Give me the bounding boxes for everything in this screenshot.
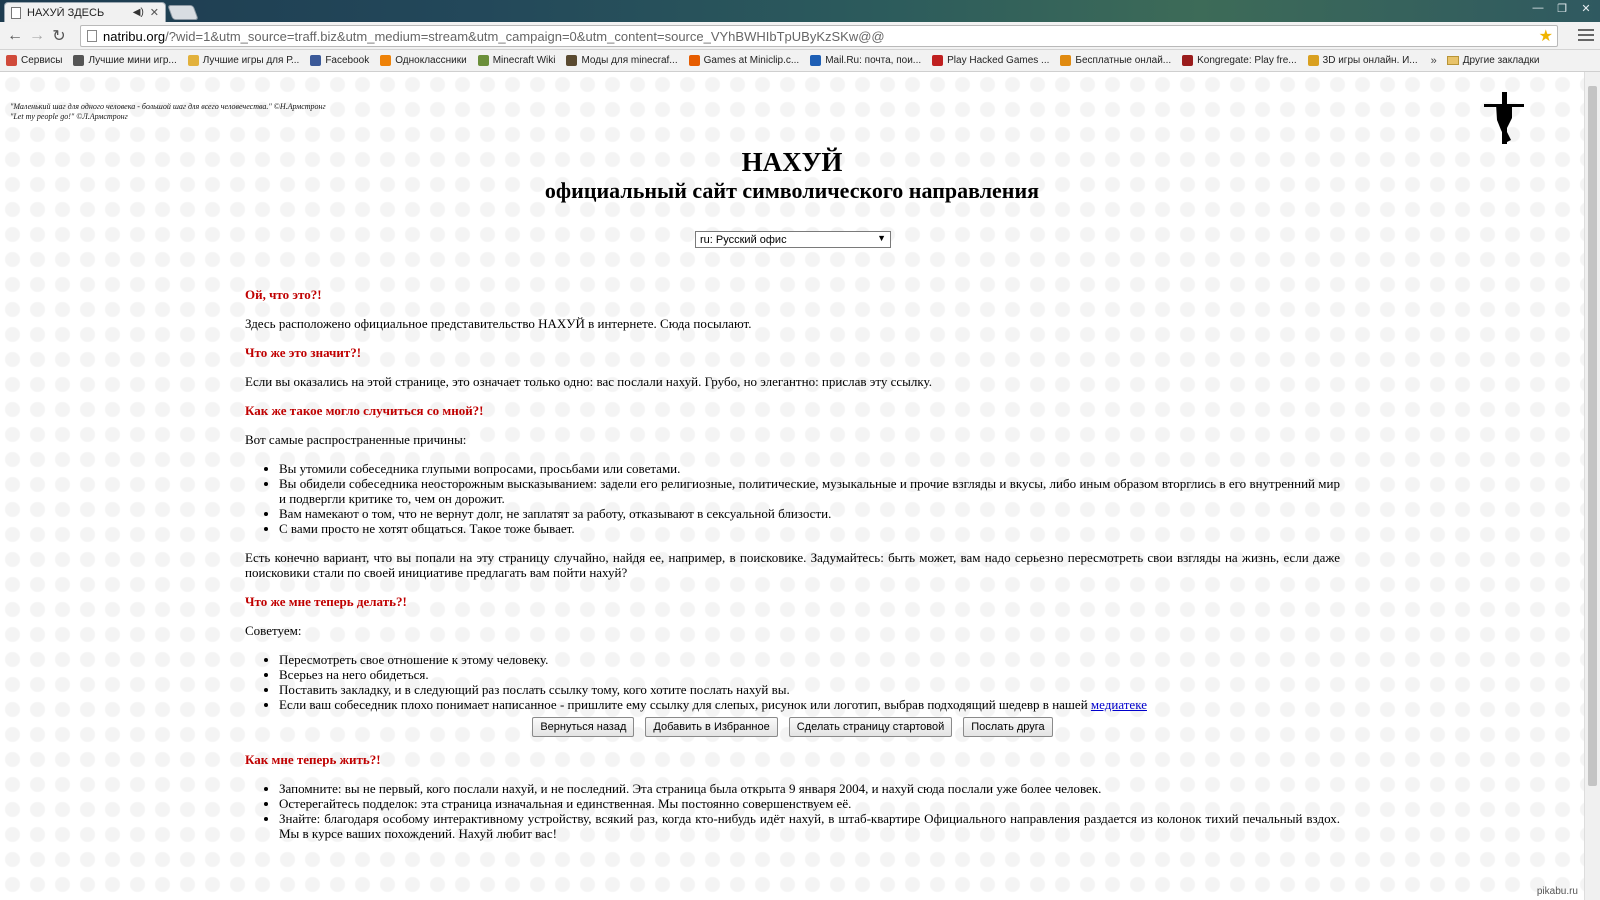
new-tab-button[interactable] xyxy=(167,5,198,20)
life-list xyxy=(245,781,1340,841)
bookmark-item[interactable] xyxy=(932,55,1049,66)
browser-toolbar xyxy=(0,22,1600,50)
action-buttons xyxy=(245,717,1340,737)
bookmark-item[interactable] xyxy=(1182,55,1297,66)
send-friend-button[interactable]: Послать друга xyxy=(963,717,1052,737)
maximize-icon[interactable]: ❐ xyxy=(1557,3,1567,15)
active-tab[interactable] xyxy=(4,2,166,22)
hacked-games-icon xyxy=(932,55,943,66)
mailru-icon xyxy=(810,55,821,66)
window-controls xyxy=(1530,2,1594,15)
bookmark-label: Бесплатные онлай... xyxy=(1075,55,1172,66)
paragraph: Вот самые распространенные причины: xyxy=(245,432,467,447)
list-item: • Запомните: вы не первый, кого послали нахуй, и не последний. Эта страница была открыта 9 января 2004, и нахуй сюда послали уже более человек. xyxy=(279,781,1340,796)
tab-strip xyxy=(0,0,1600,22)
go-back-button[interactable]: Вернуться назад xyxy=(532,717,634,737)
page-favicon-icon xyxy=(11,7,21,19)
list-item: • Вы обидели собеседника неосторожным высказыванием: задели его религиозные, политические, музыкальные и прочие взгляды и вкусы, либо иным образом вторглись в его внутренний мир и подвергли критике то, чем он дорожит. xyxy=(279,476,1340,506)
close-tab-icon[interactable]: ✕ xyxy=(149,7,159,19)
quotes xyxy=(10,102,326,122)
quote-armstrong-neil: "Маленький шаг для одного человека - большой шаг для всего человечества." ©Н.Армстронг xyxy=(10,102,326,111)
question-heading: Как же такое могло случиться со мной?! xyxy=(245,403,484,418)
add-to-favorites-button[interactable]: Добавить в Избранное xyxy=(645,717,777,737)
paragraph: Советуем: xyxy=(245,623,302,638)
page-subtitle: официальный сайт символического направления xyxy=(544,178,1040,203)
chrome-menu-icon[interactable] xyxy=(1578,26,1594,44)
page-scrollbar[interactable] xyxy=(1584,72,1600,900)
3d-games-icon xyxy=(1308,55,1319,66)
bookmark-star-icon[interactable]: ★ xyxy=(1538,28,1553,45)
watermark: pikabu.ru xyxy=(1536,886,1578,897)
bookmark-item[interactable] xyxy=(6,55,62,66)
list-item: • С вами просто не хотят общаться. Такое тоже бывает. xyxy=(279,521,1340,536)
set-homepage-button[interactable]: Сделать страницу стартовой xyxy=(789,717,953,737)
question-heading: Ой, что это?! xyxy=(245,287,322,302)
quote-armstrong-louis: "Let my people go!" ©Л.Армстронг xyxy=(10,112,128,121)
page-title: НАХУЙ xyxy=(741,147,843,177)
bookmark-item[interactable] xyxy=(310,55,369,66)
free-games-icon xyxy=(1060,55,1071,66)
bookmark-label: Minecraft Wiki xyxy=(492,55,556,66)
bookmarks-bar xyxy=(0,50,1600,72)
site-header xyxy=(0,146,1584,204)
bookmark-item[interactable] xyxy=(689,55,800,66)
paragraph: Здесь расположено официальное представительство НАХУЙ в интернете. Сюда посылают. xyxy=(245,316,752,331)
other-bookmarks-folder[interactable] xyxy=(1447,55,1540,66)
bookmark-label: Сервисы xyxy=(21,55,63,66)
page-icon xyxy=(87,30,97,42)
kongregate-icon xyxy=(1182,55,1193,66)
bookmark-label: Одноклассники xyxy=(395,55,467,66)
advice-list xyxy=(245,652,1340,712)
url-host: natribu.org xyxy=(103,28,166,44)
apps-icon xyxy=(6,55,17,66)
list-item: • Знайте: благодаря особому интерактивному устройству, всякий раз, когда кто-нибудь идёт нахуй, в штаб-квартире Официального направления раздается из колонок тихий печальный вздох. Мы в курсе ваших похождений. Нахуй любит вас! xyxy=(279,811,1340,841)
url-text[interactable] xyxy=(103,29,1539,44)
odnoklassniki-icon xyxy=(380,55,391,66)
bookmark-label: Mail.Ru: почта, пои... xyxy=(825,55,922,66)
list-item: • Вам намекают о том, что не вернут долг, не заплатят за работу, отказывают в сексуальной близости. xyxy=(279,506,1340,521)
more-bookmarks-chevron-icon[interactable]: » xyxy=(1430,54,1437,67)
paragraph: Если вы оказались на этой странице, это означает только одно: вас послали нахуй. Грубо, но элегантно: прислав эту ссылку. xyxy=(245,374,932,389)
question-heading: Как мне теперь жить?! xyxy=(245,752,381,767)
forward-arrow-icon[interactable]: → xyxy=(29,26,45,44)
bookmark-item[interactable] xyxy=(73,55,176,66)
minecraft-icon xyxy=(478,55,489,66)
reload-icon[interactable]: ↻ xyxy=(52,27,66,45)
bookmark-label: Play Hacked Games ... xyxy=(947,55,1050,66)
other-bookmarks-label: Другие закладки xyxy=(1462,55,1540,66)
minimize-icon[interactable]: — xyxy=(1532,2,1544,14)
list-item: • Остерегайтесь подделок: эта страница изначальная и единственная. Мы постоянно совершенствуем её. xyxy=(279,796,1340,811)
bookmark-label: Моды для minecraf... xyxy=(581,55,678,66)
direction-pictogram-icon xyxy=(1484,92,1528,144)
cube-icon xyxy=(73,55,84,66)
mods-icon xyxy=(566,55,577,66)
list-item: • Вы утомили собеседника глупыми вопросами, просьбами или советами. xyxy=(279,461,1340,476)
list-item-text: Если ваш собеседник плохо понимает написанное - пришлите ему ссылку для слепых, рисунок или логотип, выбрав подходящий шедевр в нашей xyxy=(279,697,1091,712)
bookmark-item[interactable] xyxy=(478,55,556,66)
bookmark-item[interactable] xyxy=(188,55,300,66)
bookmark-label: 3D игры онлайн. И... xyxy=(1322,55,1418,66)
folder-icon xyxy=(1447,56,1459,65)
url-path: /?wid=1&utm_source=traff.biz&utm_medium=stream&utm_campaign=0&utm_content=source_VYhBWHIbTpUByKzSKw@@ xyxy=(165,28,885,44)
list-item: • Пересмотреть свое отношение к этому человеку. xyxy=(279,652,1340,667)
list-item xyxy=(279,697,1340,712)
paragraph: Есть конечно вариант, что вы попали на эту страницу случайно, найдя ее, например, в поисковике. Задумайтесь: быть может, вам надо серьезно пересмотреть свои взгляды на жизнь, если даже поисковики стали по своей инициативе предлагать вам пойти нахуй? xyxy=(245,550,1340,580)
scrollbar-thumb[interactable] xyxy=(1588,86,1597,786)
list-item: • Поставить закладку, и в следующий раз послать ссылку тому, кого хотите послать нахуй вы. xyxy=(279,682,1340,697)
main-content xyxy=(245,287,1340,841)
address-bar[interactable] xyxy=(80,25,1558,47)
bookmark-item[interactable] xyxy=(380,55,466,66)
bookmark-item[interactable] xyxy=(1060,55,1171,66)
back-arrow-icon[interactable]: ← xyxy=(7,26,23,44)
reasons-list xyxy=(245,461,1340,536)
bookmark-label: Kongregate: Play fre... xyxy=(1197,55,1297,66)
dropdown-arrow-icon: ▼ xyxy=(877,233,886,243)
close-window-icon[interactable]: ✕ xyxy=(1581,3,1591,15)
bookmark-list xyxy=(6,55,1429,66)
question-heading: Что же мне теперь делать?! xyxy=(245,594,407,609)
bookmark-item[interactable] xyxy=(810,55,921,66)
bookmark-label: Games at Miniclip.c... xyxy=(703,55,800,66)
mediateka-link[interactable]: медиатеке xyxy=(1090,697,1147,712)
language-select[interactable] xyxy=(695,231,891,248)
bookmark-label: Facebook xyxy=(325,55,370,66)
bag-icon xyxy=(188,55,199,66)
speaker-icon[interactable]: ◀) xyxy=(132,7,144,18)
bookmark-item[interactable] xyxy=(1308,55,1418,66)
facebook-icon xyxy=(310,55,321,66)
page-viewport xyxy=(0,72,1584,900)
language-selected-value: ru: Русский офис xyxy=(700,233,787,246)
bookmark-label: Лучшие игры для Р... xyxy=(202,55,300,66)
list-item: • Всерьез на него обидеться. xyxy=(279,667,1340,682)
bookmark-item[interactable] xyxy=(566,55,677,66)
question-heading: Что же это значит?! xyxy=(245,345,362,360)
tab-title: НАХУЙ ЗДЕСЬ xyxy=(27,6,105,19)
miniclip-icon xyxy=(689,55,700,66)
bookmark-label: Лучшие мини игр... xyxy=(88,55,177,66)
